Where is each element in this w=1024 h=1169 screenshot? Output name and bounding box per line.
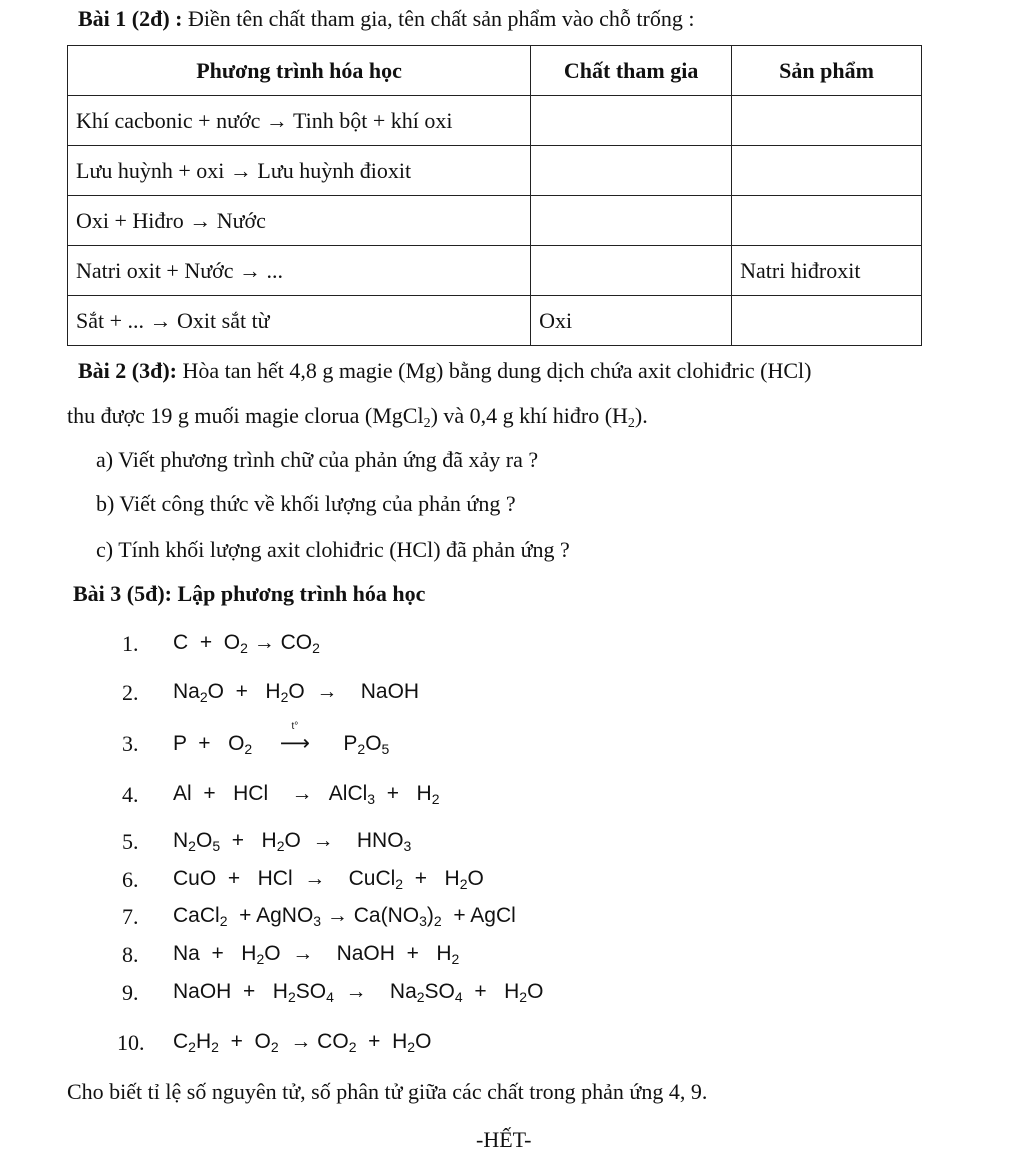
equation-10: $C_2H_2 + O_2 \to CO_2 + H_2O$	[173, 1030, 432, 1055]
bai1-table	[67, 45, 922, 346]
eq-number: 7.	[122, 904, 139, 929]
bai1-instruction: Điền tên chất tham gia, tên chất sản phẩm vào chỗ trống :	[182, 6, 695, 31]
bai2-question-b: b) Viết công thức về khối lượng của phản ứng ?	[96, 491, 516, 516]
product-cell[interactable]	[732, 146, 922, 196]
eq-number: 2.	[122, 680, 139, 705]
reactant-cell[interactable]	[531, 246, 732, 296]
reactant-cell[interactable]	[531, 196, 732, 246]
equation-cell: Natri oxit + Nước → ...	[68, 246, 531, 296]
bai3-heading: Bài 3 (5đ): Lập phương trình hóa học	[73, 581, 426, 606]
equation-3: $P + O_2$ t° ⟶ $P_2O_5$	[173, 721, 390, 757]
equation-9: NaOH + $H_2SO_4$ → $Na_2SO_4 + H_2O$	[173, 980, 544, 1005]
table-row	[68, 196, 922, 246]
eq-number: 4.	[122, 782, 139, 807]
bai1-heading: Bài 1 (2đ) :	[78, 6, 183, 31]
bai2-heading: Bài 2 (3đ):	[78, 358, 177, 383]
product-cell[interactable]	[732, 96, 922, 146]
sub-2: 2	[423, 416, 431, 431]
equation-8: $Na + H_2O$ → NaOH + $H_2$	[173, 942, 460, 967]
product-cell[interactable]	[732, 296, 922, 346]
arrow-condition: t°	[291, 721, 299, 732]
bai3-note: Cho biết tỉ lệ số nguyên tử, số phân tử giữa các chất trong phản ứng 4, 9.	[67, 1079, 708, 1104]
table-row	[68, 296, 922, 346]
table-row	[68, 96, 922, 146]
bai2-question-c: c) Tính khối lượng axit clohiđric (HCl) đã phản ứng ?	[96, 537, 570, 562]
bai2-line2	[67, 403, 648, 429]
product-cell[interactable]: Natri hiđroxit	[732, 246, 922, 296]
sub-2: 2	[627, 416, 635, 431]
bai2-line1	[78, 358, 811, 384]
eq-number: 10.	[117, 1030, 145, 1055]
bai2-text2c: ) và 0,4 g khí hiđro (H	[430, 403, 628, 428]
equation-cell: Lưu huỳnh + oxi → Lưu huỳnh đioxit	[68, 146, 531, 196]
eq-number: 1.	[122, 631, 139, 656]
reactant-cell[interactable]	[531, 146, 732, 196]
equation-cell: Khí cacbonic + nước → Tinh bột + khí oxi	[68, 96, 531, 146]
equation-4: Al + HCl → AlCl$_3$ + $H_2$	[173, 782, 440, 807]
eq-number: 9.	[122, 980, 139, 1005]
eq-number: 6.	[122, 867, 139, 892]
equation-cell: Oxi + Hiđro → Nước	[68, 196, 531, 246]
equation-6: CuO + HCl → CuCl$_2$ + $H_2O$	[173, 867, 484, 892]
eq-number: 8.	[122, 942, 139, 967]
arrow-with-condition: t° ⟶	[264, 731, 326, 756]
product-cell[interactable]	[732, 196, 922, 246]
equation-cell: Sắt + ... → Oxit sắt từ	[68, 296, 531, 346]
eq-number: 5.	[122, 829, 139, 854]
reactant-cell[interactable]: Oxi	[531, 296, 732, 346]
bai2-question-a: a) Viết phương trình chữ của phản ứng đã xảy ra ?	[96, 447, 539, 472]
table-row	[68, 246, 922, 296]
table-row	[68, 146, 922, 196]
bai2-text2a: thu được 19 g muối magie clorua (MgCl	[67, 403, 424, 428]
footer-end: -HẾT-	[476, 1127, 532, 1152]
equation-5: $N_2O_5 + H_2O$ → $HNO_3$	[173, 829, 412, 854]
equation-2: $Na_2O + H_2O$ → NaOH	[173, 680, 420, 705]
header-product: Sản phẩm	[732, 46, 922, 96]
bai2-text1: Hòa tan hết 4,8 g magie (Mg) bằng dung dịch chứa axit clohiđric (HCl)	[177, 358, 812, 383]
header-equation: Phương trình hóa học	[68, 46, 531, 96]
bai2-text2e: ).	[634, 403, 648, 428]
header-reactant: Chất tham gia	[531, 46, 732, 96]
table-header-row	[68, 46, 922, 96]
reactant-cell[interactable]	[531, 96, 732, 146]
equation-1: $C + O_2 \to CO_2$	[173, 631, 320, 656]
eq-number: 3.	[122, 731, 139, 756]
equation-7: CaCl$_2$ + AgNO$_3$ → $Ca(NO_3)_2$ + AgCl	[173, 904, 516, 929]
bai1-title	[78, 6, 694, 32]
